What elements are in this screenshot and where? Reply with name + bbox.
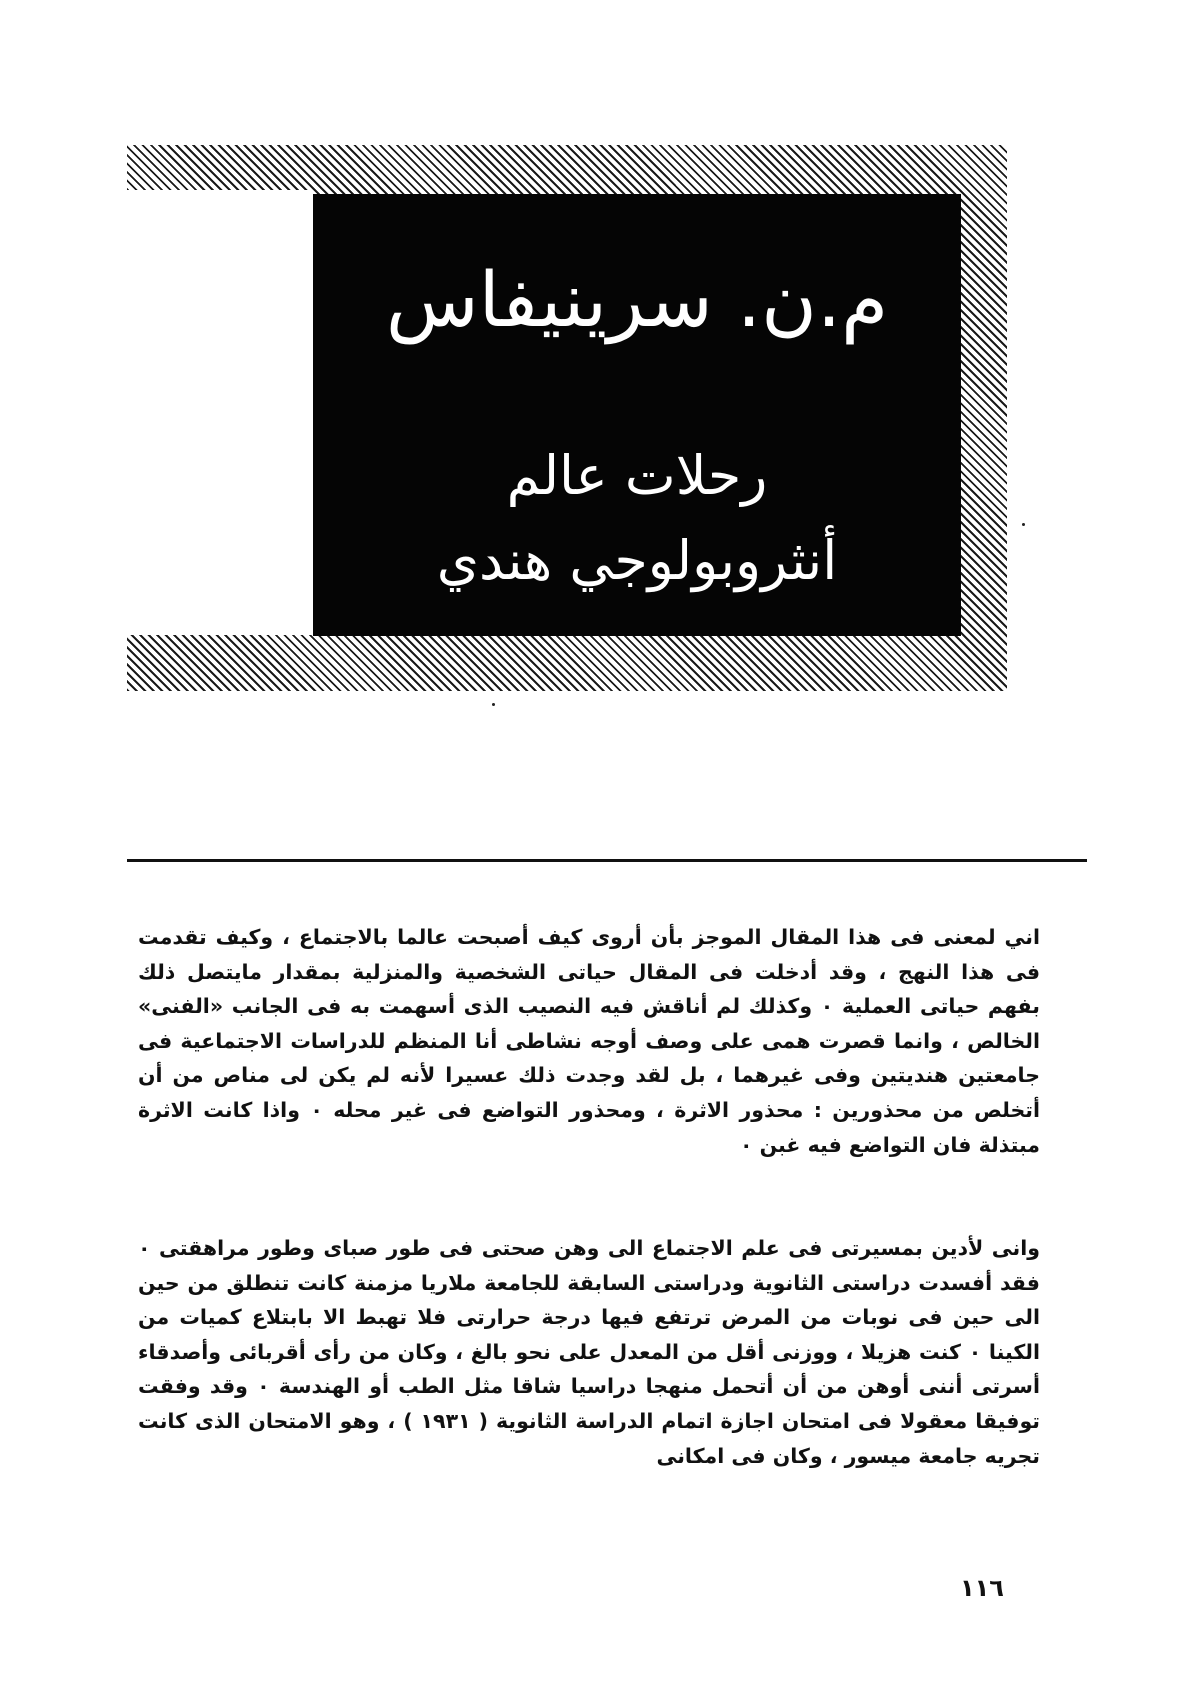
- page-number: ١١٦: [960, 1574, 1004, 1602]
- chapter-title-line-1: رحلات عالم: [506, 444, 768, 507]
- frame-inner-gap: [127, 190, 313, 635]
- paragraph-1: اني لمعنى فى هذا المقال الموجز بأن أروى كيف أصبحت عالما بالاجتماع ، وكيف تقدمت فى هذا النهج ، وقد أدخلت فى المقال حياتى الشخصية والمنزلية بمقدار مايتصل ذلك بفهم حياتى العملية ٠ وكذلك لم أناقش فيه النصيب الذى أسهمت به فى الجانب «الفنى» الخالص ، وانما قصرت همى على وصف أوجه نشاطى أنا المنظم للدراسات الاجتماعية فى جامعتين هنديتين وفى غيرهما ، بل لقد وجدت ذلك عسيرا لأنه لم يكن لى مناص من أن أتخلص من محذورين : محذور الاثرة ، ومحذور التواضع فى غير محله ٠ واذا كانت الاثرة مبتذلة فان التواضع فيه غبن ٠: [138, 925, 1041, 1157]
- print-speck: [492, 703, 495, 706]
- horizontal-rule: [127, 859, 1087, 862]
- print-speck: [1022, 523, 1025, 526]
- chapter-title-line-2: أنثروبولوجي هندي: [436, 529, 838, 592]
- title-block: [313, 194, 961, 636]
- author-name: م.ن. سرينيفاس: [385, 255, 889, 344]
- paragraph-2: وانى لأدين بمسيرتى فى علم الاجتماع الى وهن صحتى فى طور صباى وطور مراهقتى ٠ فقد أفسدت دراستى الثانوية ودراستى السابقة للجامعة ملاريا مزمنة كانت تنطلق من حين الى حين فى نوبات من المرض ترتفع فيها درجة حرارتى فلا تهبط الا بابتلاع كميات من الكينا ٠ كنت هزيلا ، ووزنى أقل من المعدل على نحو بالغ ، وكان من رأى أقربائى وأصدقاء أسرتى أننى أوهن من أن أتحمل منهجا دراسيا شاقا مثل الطب أو الهندسة ٠ وقد وفقت توفيقا معقولا فى امتحان اجازة اتمام الدراسة الثانوية ( ١٩٣١ ) ، وهو الامتحان الذى كانت تجريه جامعة ميسور ، وكان فى امكانى: [138, 1236, 1040, 1468]
